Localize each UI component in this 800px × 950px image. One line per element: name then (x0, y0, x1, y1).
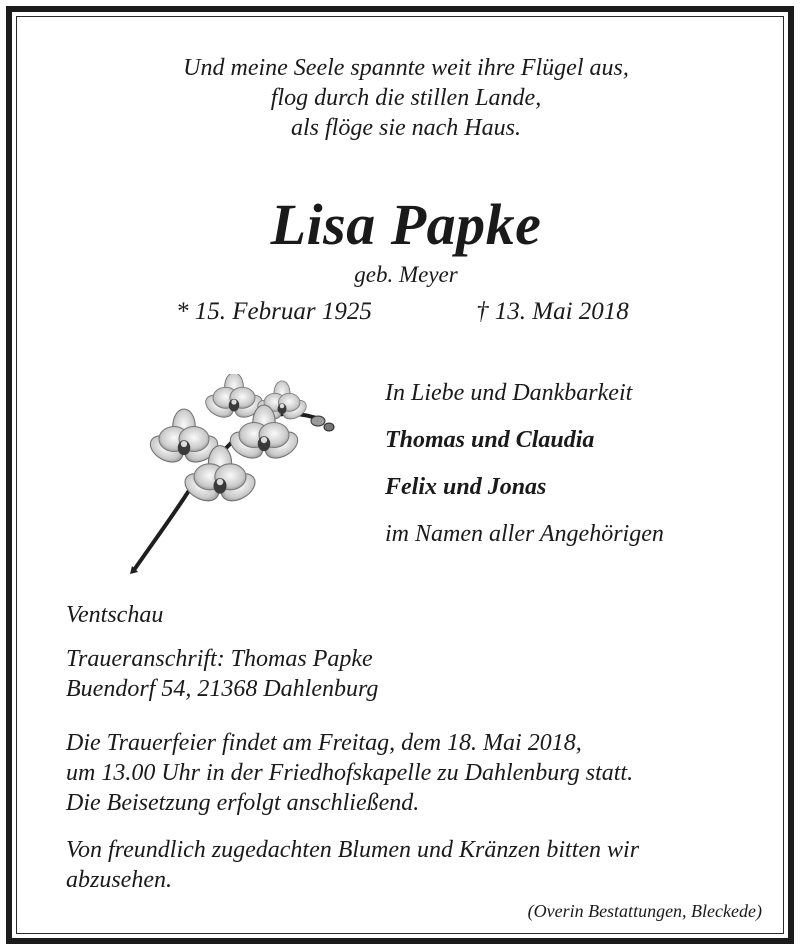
address-line: Buendorf 54, 21368 Dahlenburg (66, 676, 379, 702)
ceremony-line: Die Beisetzung erfolgt anschließend. (66, 790, 420, 816)
mourners-line-1: Thomas und Claudia (385, 427, 595, 453)
poem-line: Und meine Seele spannte weit ihre Flügel aus, (183, 55, 629, 81)
mourners-intro: In Liebe und Dankbarkeit (385, 380, 633, 406)
mourning-address (66, 644, 378, 704)
birth-date: * 15. Februar 1925 (176, 298, 372, 325)
poem (12, 53, 800, 143)
death-date: † 13. Mai 2018 (476, 298, 629, 325)
ceremony-line: um 13.00 Uhr in der Friedhofskapelle zu Dahlenburg statt. (66, 760, 634, 786)
flowers-line: abzusehen. (66, 867, 172, 893)
flowers-line: Von freundlich zugedachten Blumen und Kränzen bitten wir (66, 837, 640, 863)
poem-line: als flöge sie nach Haus. (291, 115, 521, 141)
poem-line: flog durch die stillen Lande, (270, 85, 542, 111)
undertaker-credit: (Overin Bestattungen, Bleckede) (527, 901, 762, 921)
town: Ventschau (66, 602, 164, 628)
ceremony-line: Die Trauerfeier findet am Freitag, dem 18. Mai 2018, (66, 730, 582, 756)
mourners-line-2: Felix und Jonas (385, 474, 547, 500)
ceremony-notice (66, 728, 633, 818)
orchid-branch-image (122, 374, 347, 584)
mourners-block (385, 375, 664, 563)
mourners-outro: im Namen aller Angehörigen (385, 521, 664, 547)
address-line: Traueranschrift: Thomas Papke (66, 646, 373, 672)
obituary-frame (6, 6, 794, 944)
deceased-name: Lisa Papke (270, 192, 542, 257)
flowers-note (66, 835, 639, 895)
maiden-name: geb. Meyer (354, 262, 458, 287)
